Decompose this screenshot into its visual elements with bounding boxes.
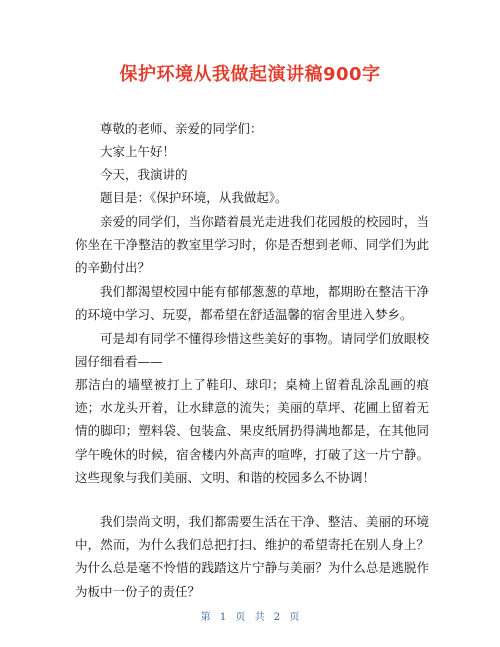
paragraph-5: 我们崇尚文明，我们都需要生活在干净、整洁、美丽的环境中，然而，为什么我们总把打扫、维护的希望寄托在别人身上？为什么总是毫不怜惜的践踏这片宁静与美丽？为什么总是逃脱作为板中一份子的责任？ [75, 514, 429, 599]
document-title: 保护环境从我做起演讲稿900字 [119, 64, 381, 85]
page-footer [0, 608, 500, 623]
footer-current-page: 1 [219, 612, 227, 623]
footer-total-pages: 2 [273, 612, 281, 623]
paragraph-4: 那洁白的墙壁被打上了鞋印、球印；桌椅上留着乱涂乱画的痕迹；水龙头开着，让水肆意的流失；美丽的草坪、花圃上留着无情的脚印；塑料袋、包装盒、果皮纸屑扔得满地都是，在其他同学午晚休的时候，宿舍楼内外高声的喧哗，打破了这一片宁静。这些现象与我们美丽、文明、和谐的校园多么不协调！ [75, 377, 429, 485]
footer-page-label: 第 [200, 612, 211, 623]
footer-total-label: 共 [254, 612, 265, 623]
footer-total-suffix: 页 [289, 612, 300, 623]
paragraph-2: 我们都渴望校园中能有郁郁葱葱的草地，都期盼在整洁干净的环境中学习、玩耍，都希望在舒适温馨的宿舍里进入梦乡。 [75, 284, 429, 323]
paragraph-1: 亲爱的同学们，当你踏着晨光走进我们花园般的校园时，当你坐在干净整洁的教室里学习时，你是否想到老师、同学们为此的辛勤付出？ [75, 214, 429, 276]
paragraph-3: 可是却有同学不懂得珍惜这些美好的事物。请同学们放眼校园仔细看看—— [75, 331, 429, 370]
topic-line: 题目是：《保护环境，从我做起》。 [100, 190, 288, 205]
footer-page-suffix: 页 [235, 612, 246, 623]
greeting-line: 尊敬的老师、亲爱的同学们： [100, 121, 263, 136]
hello-line: 大家上午好！ [100, 144, 176, 159]
today-line: 今天，我演讲的 [100, 167, 188, 182]
